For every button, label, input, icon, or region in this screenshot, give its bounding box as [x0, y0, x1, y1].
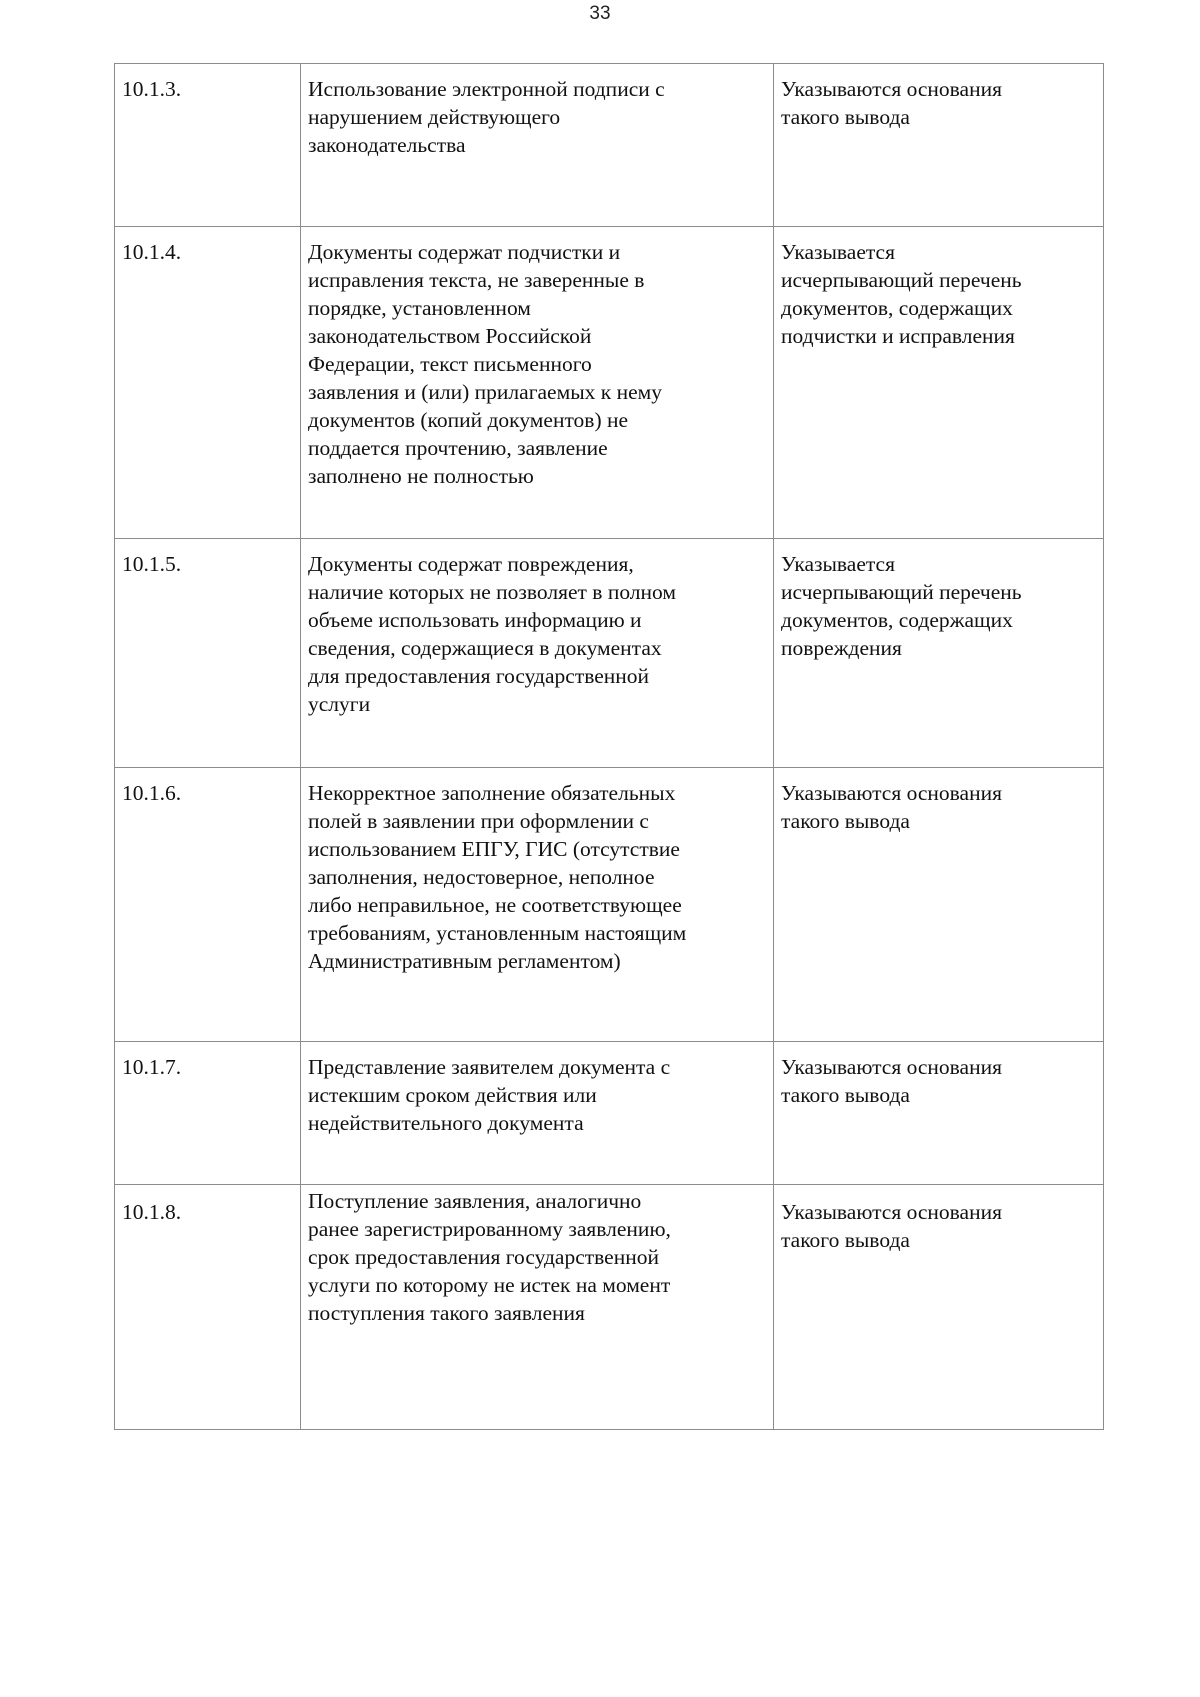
note-text: Указываются основания такого вывода	[781, 781, 1002, 833]
clause-number: 10.1.3.	[122, 77, 182, 101]
table-row	[115, 1042, 1104, 1185]
note-cell	[774, 539, 1104, 768]
reason-cell	[301, 227, 774, 539]
clause-number-cell	[115, 1185, 301, 1430]
note-text: Указывается исчерпывающий перечень документов, содержащих повреждения	[781, 552, 1022, 660]
note-cell	[774, 227, 1104, 539]
table-row	[115, 227, 1104, 539]
table-row	[115, 1185, 1104, 1430]
reason-cell	[301, 64, 774, 227]
table-row	[115, 768, 1104, 1042]
clause-number-cell	[115, 539, 301, 768]
note-cell	[774, 1185, 1104, 1430]
reason-cell	[301, 1185, 774, 1430]
clause-number: 10.1.6.	[122, 781, 182, 805]
reason-text: Представление заявителем документа с истекшим сроком действия или недействительного документа	[308, 1055, 671, 1135]
clause-number: 10.1.5.	[122, 552, 182, 576]
reason-text: Документы содержат подчистки и исправления текста, не заверенные в порядке, установленном законодательством Российской Федерации, текст письменного заявления и (или) прилагаемых к нему документов (копий документов) не поддается прочтению, заявление заполнено не полностью	[308, 240, 662, 488]
table-row	[115, 539, 1104, 768]
clause-number: 10.1.7.	[122, 1055, 182, 1079]
reason-cell	[301, 768, 774, 1042]
clause-number: 10.1.4.	[122, 240, 182, 264]
table-row	[115, 64, 1104, 227]
clause-number-cell	[115, 227, 301, 539]
reason-cell	[301, 539, 774, 768]
page-number: 33	[589, 3, 611, 24]
note-text: Указываются основания такого вывода	[781, 77, 1002, 129]
note-cell	[774, 768, 1104, 1042]
note-cell	[774, 64, 1104, 227]
note-text: Указываются основания такого вывода	[781, 1200, 1002, 1252]
clause-number: 10.1.8.	[122, 1200, 182, 1224]
note-text: Указывается исчерпывающий перечень документов, содержащих подчистки и исправления	[781, 240, 1022, 348]
reason-text: Некорректное заполнение обязательных полей в заявлении при оформлении с использованием ЕПГУ, ГИС (отсутствие заполнения, недостоверное, неполное либо неправильное, не соответствующее требованиям, установленным настоящим Административным регламентом)	[308, 781, 687, 973]
note-cell	[774, 1042, 1104, 1185]
clause-number-cell	[115, 64, 301, 227]
reason-text: Документы содержат повреждения, наличие которых не позволяет в полном объеме использовать информацию и сведения, содержащиеся в документах для предоставления государственной услуги	[308, 552, 676, 716]
refusal-grounds-table	[114, 63, 1104, 1430]
reason-text: Использование электронной подписи с нарушением действующего законодательства	[308, 77, 665, 157]
reason-text: Поступление заявления, аналогично ранее зарегистрированному заявлению, срок предоставления государственной услуги по которому не истек на момент поступления такого заявления	[308, 1189, 671, 1325]
note-text: Указываются основания такого вывода	[781, 1055, 1002, 1107]
reason-cell	[301, 1042, 774, 1185]
clause-number-cell	[115, 768, 301, 1042]
clause-number-cell	[115, 1042, 301, 1185]
